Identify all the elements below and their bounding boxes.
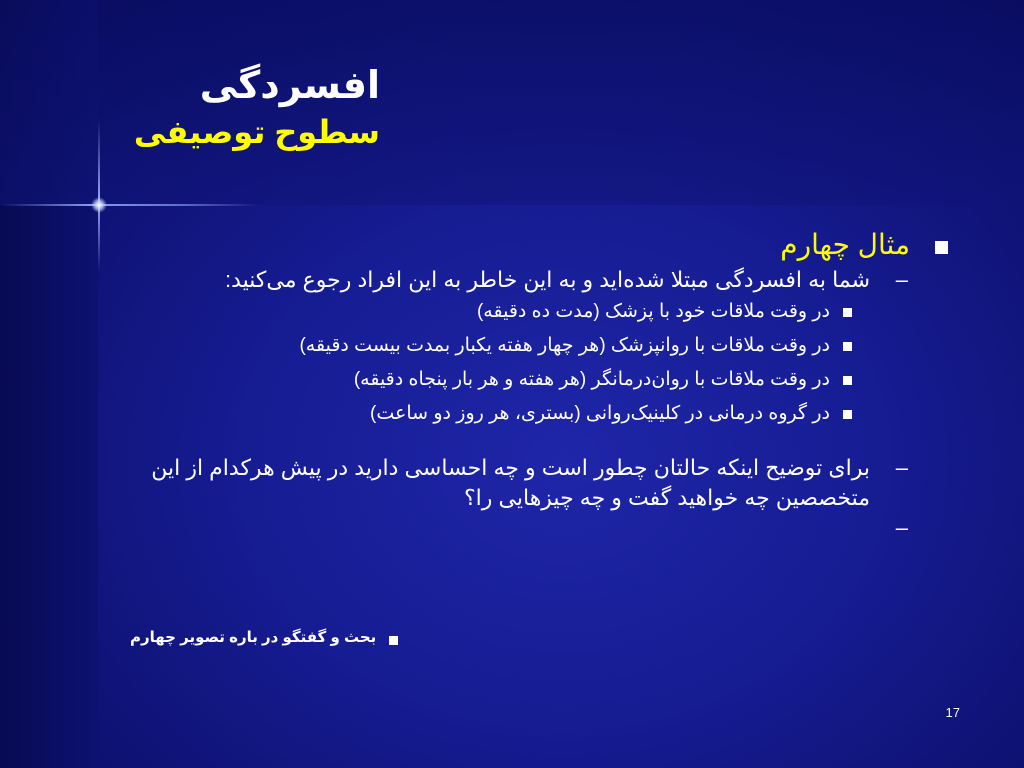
slide-subtitle: سطوح توصیفی xyxy=(133,114,380,150)
square-bullet-icon xyxy=(935,241,948,254)
square-bullet-icon xyxy=(843,410,852,419)
paragraph-1-text: شما به افسردگی مبتلا شده‌اید و به این خاطر به این افراد رجوع می‌کنید: xyxy=(224,267,870,292)
title-block xyxy=(120,62,380,154)
square-bullet-icon xyxy=(843,308,852,317)
sub-item-text: در وقت ملاقات با روانپزشک (هر چهار هفته یکبار بمدت بیست دقیقه) xyxy=(299,335,830,356)
dash-bullet: – xyxy=(895,455,908,480)
dash-bullet: – xyxy=(895,515,908,540)
sub-item xyxy=(120,397,960,431)
sub-item xyxy=(120,329,960,363)
sparkle-icon xyxy=(91,197,107,213)
square-bullet-icon xyxy=(389,636,398,645)
spacer xyxy=(120,431,960,453)
sub-item-text: در وقت ملاقات با روان‌درمانگر (هر هفته و هر بار پنجاه دقیقه) xyxy=(353,369,830,390)
slide-title: افسردگی xyxy=(199,65,380,107)
sub-item-text: در وقت ملاقات خود با پزشک (مدت ده دقیقه) xyxy=(476,301,830,322)
slide-content xyxy=(120,225,960,543)
sub-item xyxy=(120,295,960,329)
closing-item-row xyxy=(130,628,376,646)
sub-item-text: در گروه درمانی در کلینیک‌روانی (بستری، هر روز دو ساعت) xyxy=(370,403,830,424)
sub-item xyxy=(120,363,960,397)
heading-text: مثال چهارم xyxy=(780,229,910,260)
square-bullet-icon xyxy=(843,376,852,385)
paragraph-2-text: برای توضیح اینکه حالتان چطور است و چه احساسی دارید در پیش هرکدام از این متخصصین چه خواهید گفت و چه چیزهایی را؟ xyxy=(151,455,870,510)
empty-dash-row xyxy=(120,513,960,543)
paragraph-2-row xyxy=(120,453,960,513)
page-number: 17 xyxy=(945,705,960,720)
decorative-horizontal-line xyxy=(0,204,260,206)
heading-row xyxy=(120,225,960,265)
square-bullet-icon xyxy=(843,342,852,351)
dash-bullet: – xyxy=(895,267,908,292)
paragraph-1-row xyxy=(120,265,960,295)
closing-item-text: بحث و گفتگو در باره تصویر چهارم xyxy=(130,629,377,646)
decorative-vertical-line xyxy=(98,120,100,270)
